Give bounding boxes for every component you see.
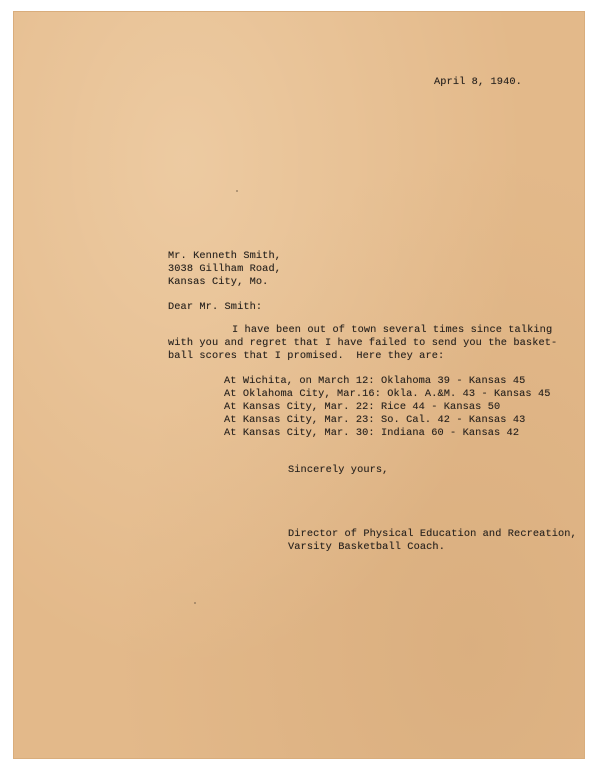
- score-line: At Kansas City, Mar. 22: Rice 44 - Kansas 50: [224, 401, 501, 413]
- score-line: At Oklahoma City, Mar.16: Okla. A.&M. 43 - Kansas 45: [224, 388, 551, 400]
- signature-title: Varsity Basketball Coach.: [288, 541, 445, 553]
- body-line: I have been out of town several times since talking: [232, 324, 553, 336]
- recipient-name: Mr. Kenneth Smith,: [168, 250, 282, 262]
- recipient-street: 3038 Gillham Road,: [168, 263, 282, 275]
- recipient-city: Kansas City, Mo.: [168, 276, 269, 288]
- score-line: At Wichita, on March 12: Oklahoma 39 - Kansas 45: [224, 375, 526, 387]
- salutation: Dear Mr. Smith:: [168, 301, 263, 313]
- closing: Sincerely yours,: [288, 464, 389, 476]
- signature-title: Director of Physical Education and Recreation,: [288, 528, 577, 540]
- letter-page: [14, 12, 584, 758]
- body-line: ball scores that I promised. Here they are:: [168, 350, 445, 362]
- body-line: with you and regret that I have failed to send you the basket-: [168, 337, 558, 349]
- score-line: At Kansas City, Mar. 30: Indiana 60 - Kansas 42: [224, 427, 520, 439]
- letter-date: April 8, 1940.: [434, 76, 522, 88]
- paper-speck: [236, 190, 238, 192]
- paper-speck: [194, 602, 196, 604]
- score-line: At Kansas City, Mar. 23: So. Cal. 42 - Kansas 43: [224, 414, 526, 426]
